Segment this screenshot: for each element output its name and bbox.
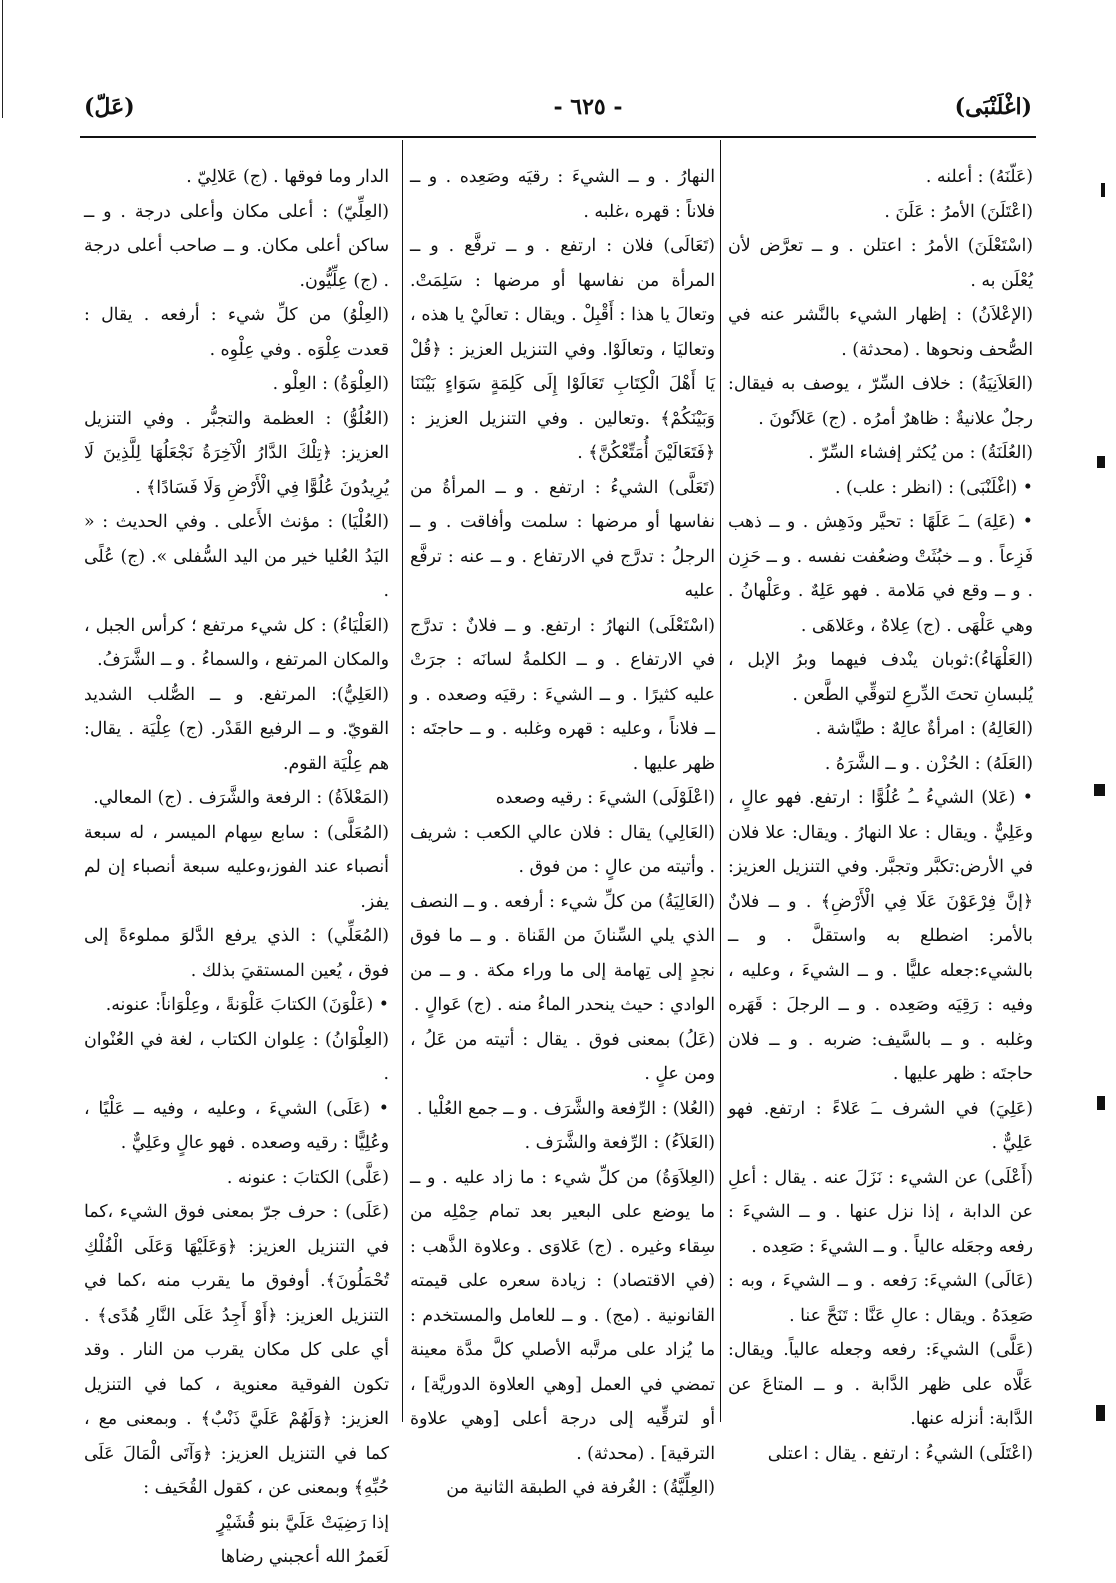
entry-left-4: (العُلُوُّ) : العظمة والتجبُّر . وفي التنزيل العزيز: ﴿تِلْكَ الدَّارُ الْآخِرَةُ نَجْعَلُهَا لِلَّذِينَ لَا يُرِيدُونَ عُلُوًّا فِي الْأَرْضِ وَلَا فَسَادًا﴾ . xyxy=(84,408,389,498)
header-right-keyword: (اغْلَنْبَى) xyxy=(954,94,1032,120)
entry-left-8: (المَعْلاَةُ) : الرفعة والشَّرَف . (ج) المعالي. xyxy=(93,788,389,808)
entry-middle-7: (عَلُ) بمعنى فوق . يقال : أتيته من عَلُ ، ومن علٍ . xyxy=(410,1029,715,1084)
entry-middle-3: (اسْتَعْلَى) النهارُ : ارتفع. و ــ فلانٌ : تدرَّج في الارتفاع . و ــ الكلمةُ لسانَه : جرَتْ عليه كثيرًا . و ــ الشيءَ : رقيَه وصعده . و ــ فلاناً ، وعليه : قهره وغلبه . و ــ حاجتَه : ظهر عليها . xyxy=(410,615,715,774)
entry-left-7: (العَلِيُّ): المرتفع. و ــ الصُّلب الشديد القويّ. و ــ الرفيع القَدْر. (ج) عِلْيَة . يقال: هم عِلْيَة القوم. xyxy=(84,684,389,774)
entry-middle-10: (العِلاَوَةُ) من كلِّ شيء : ما زاد عليه . و ــ ما يوضع على البعير بعد تمام حِمْلِه من سِقاء وغيره . (ج) عَلاوَى . وعلاوة الذَّهب : (في الاقتصاد) : زيادة سعره على قيمته القانونية . (مج) . و ــ للعامل والمستخدم : ما يُزاد على مرتَّبه الأصلي كلَّ مدَّة معينة تمضي في العمل [وهي العلاوة الدوريَّة] ، أو لترقِّيه إلى درجة أعلى [وهي علاوة الترقية] . (محدثة) . xyxy=(410,1167,715,1464)
entry-right-5: (العُلَنَةُ) : من يُكثر إفشاء السِّرّ . xyxy=(808,443,1033,463)
entry-right-7: • (عَلِهَ) ــَ عَلَهًا : تحيَّر ودَهِش . و ــ ذهب فَزِعاً . و ــ خبُثَتْ وضعُفت نفسه . و ــ حَزِن . و ــ وقع في مَلامة . فهو عَلِهٌ . وعَلْهانُ . وهي عَلْهَى . (ج) عِلاهٌ ، وعَلاهَى . xyxy=(728,512,1033,636)
entry-right-2: (اسْتَعْلَنَ) الأمرُ : اعتلن . و ــ تعرَّض لأن يُعْلَن به . xyxy=(728,236,1033,291)
entry-right-13: (أَعْلَى) عن الشيء : نَزَلَ عنه . يقال : أعلِ عن الدابة ، إذا نزل عنها . و ــ الشيءَ : رفعه وجعَله عالياً . و ــ الشيءَ : صَعِده . xyxy=(728,1167,1033,1257)
page-header xyxy=(78,92,1038,132)
scan-mark-right-3 xyxy=(1097,1096,1105,1110)
entry-left-17: لَعَمرُ الله أعجبني رضاها xyxy=(220,1547,389,1567)
column-divider-left xyxy=(402,140,403,1422)
entry-left-11: • (عَلْوَنَ) الكتابَ عَلْوَنةً ، وعِلْوَاناً: عنونه. xyxy=(105,995,389,1015)
entry-left-3: (العِلْوَةُ) : العِلْو . xyxy=(272,374,389,394)
entry-middle-6: (العَالِيَةُ) من كلِّ شيء : أرفعه . و ــ النصف الذي يلي السِّنانَ من القَناة . و ــ ما فوق نجدٍ إلى تِهامة إلى ما وراء مكة . و ــ من الوادي : حيث ينحدر الماءُ منه . (ج) عَوالٍ . xyxy=(410,891,715,1015)
scan-mark-right-2 xyxy=(1094,784,1105,796)
entry-right-1: (اعْتَلَنَ) الأمرُ : عَلَنَ . xyxy=(884,201,1033,222)
entry-right-4: (العَلاَنِيَةُ) : خلاف السِّرّ ، يوصف به فيقال: رجلٌ علانيةٌ : ظاهرٌ أمرُه . (ج) عَلاَنُونَ . xyxy=(728,374,1033,429)
entry-right-3: (الإعْلاَنُ) : إظهار الشيء بالنَّشر عنه في الصُّحف ونحوها . (محدثة) . xyxy=(728,305,1033,360)
entry-middle-4: (اعْلَوْلَى) الشيءَ : رقيه وصعده xyxy=(495,788,715,808)
page-number: - ٦٢٥ - xyxy=(553,94,623,120)
entry-right-10: (العَلَهُ) : الحُزْن . و ــ الشَّرَهُ . xyxy=(824,753,1033,774)
header-left-keyword: (عَلّ) xyxy=(84,94,135,120)
entry-left-15: (عَلَى) : حرف جرّ بمعنى فوق الشيء ،كما في التنزيل العزيز: ﴿وَعَلَيْهَا وَعَلَى الْفُلْكِ تُحْمَلُونَ﴾. أوفوق ما يقرب منه ،كما في التنزيل العزيز: ﴿أَوْ أَجِدُ عَلَى النَّارِ هُدًى﴾ . أي على كل مكان يقرب من النار . وقد تكون الفوقية معنوية ، كما في التنزيل العزيز: ﴿وَلَهُمْ عَلَيَّ ذَنْبٌ﴾ . وبمعنى مع ، كما في التنزيل العزيز: ﴿وَآتَى الْمَالَ عَلَى حُبِّهِ﴾ وبمعنى عن ، كقول القُحَيف : xyxy=(84,1202,389,1498)
column-right xyxy=(728,160,1033,1464)
entry-left-9: (المُعَلَّى) : سابع سِهام الميسر ، له سبعة أنصباء عند الفوز،وعليه سبعة أنصباء إن لم يفز. xyxy=(84,822,389,912)
entry-left-1: (العِلِّيّ) : أعلى مكان وأعلى درجة . و ــ ساكن أعلى مكان. و ــ صاحب أعلى درجة . (ج) عِلِّيُّون. xyxy=(84,201,389,291)
column-divider-right xyxy=(720,140,721,1422)
entry-right-11: • (عَلا) الشيءُ ــُ عُلُوًّا : ارتفع. فهو عالٍ ، وعَلِيٌّ . ويقال : علا النهارُ . ويقال: علا فلان في الأرض:تكبَّر وتجبَّر. وفي التنزيل العزيز: ﴿إنَّ فِرْعَوْنَ عَلَا فِي الْأَرْضِ﴾ . و ــ فلانٌ بالأمر: اضطلع به واستقلَّ . و ــ بالشيء:جعله عليًّا . و ــ الشيءَ ، وعليه ، وفيه : رَقِيَه وصَعِده . و ــ الرجلَ : قَهَره وغلبه . و ــ بالسَّيف: ضربه . و ــ فلان حاجتَه : ظهر عليها . xyxy=(728,788,1033,1084)
entry-left-13: • (عَلَى) الشيءَ ، وعليه ، وفيه ــ عَلْيًا ، وعُلِيًّا : رقيه وصعده . فهو عالٍ وعَلِيٌّ . xyxy=(84,1098,389,1153)
entry-left-2: (العِلْوُ) من كلِّ شيء : أرفعه . يقال : قعدت عِلْوَه . وفي عِلْوِه . xyxy=(84,305,389,360)
entry-middle-1: (تَعَالَى) فلان : ارتفع . و ــ ترفَّع . و ــ المرأة من نفاسها أو مرضها : سَلِمَتْ. وتعالَ يا هذا : أَقْبِلْ . ويقال : تعالَيْ يا هذه ، وتعاليَا ، وتعالَوْا. وفي التنزيل العزيز : ﴿قُلْ يَا أَهْلَ الْكِتَابِ تَعَالَوْا إِلَى كَلِمَةٍ سَوَاءٍ بَيْنَنَا وَبَيْنَكُمْ﴾ .وتعالين . وفي التنزيل العزيز : ﴿فَتَعَالَيْنَ أُمَتِّعْكُنَّ﴾ . xyxy=(410,236,715,463)
entry-left-10: (المُعَلِّي) : الذي يرفع الدَّلوَ مملوءةً إلى فوق ، يُعين المستقيَ بذلك . xyxy=(84,926,389,981)
header-rule xyxy=(80,136,1036,138)
column-left xyxy=(84,160,389,1567)
entry-middle-2: (تَعَلَّى) الشيءُ : ارتفع . و ــ المرأةُ من نفاسها أو مرضها : سلمت وأفاقت . و ــ الرجلُ : تدرَّج في الارتفاع . و ــ عنه : ترفَّع عليه xyxy=(410,477,715,601)
entry-right-14: (عَالَى) الشيءَ: رَفعه . و ــ الشيءَ ، وبه : صَعِدَهُ . ويقال : عالِ عَنَّا : تَنَحَّ عنا . xyxy=(728,1271,1033,1326)
entry-left-14: (عَلَّى) الكتابَ : عنونه . xyxy=(226,1167,389,1188)
entry-middle-5: (العَالِي) يقال : فلان عالي الكعب : شريف . وأتيته من عالٍ : من فوق . xyxy=(410,822,715,877)
entry-right-9: (العَالِهُ) : امرأةٌ عالِهٌ : طيَّاشة . xyxy=(815,719,1033,739)
scan-mark-right-1 xyxy=(1097,456,1105,468)
entry-middle-9: (العَلاَءُ) : الرِّفعة والشَّرَف . xyxy=(524,1133,715,1153)
entry-right-16: (اعْتَلَى) الشيءُ : ارتفع . يقال : اعتلى xyxy=(767,1443,1033,1464)
entry-right-15: (عَلَّى) الشيءَ: رفعه وجعله عالياً. ويقال: عَلَّاه على ظهر الدَّابة . و ــ المتاعَ عن الدَّابة: أنزله عنها. xyxy=(728,1340,1033,1429)
entry-right-0: (عَلّنَهُ) : أعلنه . xyxy=(925,167,1033,187)
scan-mark-top-right xyxy=(1101,183,1105,197)
entry-middle-0: النهارُ . و ــ الشيءَ : رقيَه وصَعِده . و ــ فلاناً : قهره ،غلبه . xyxy=(410,167,715,222)
entry-right-8: (العَلْهَاءُ):ثوبان ينْدف فيهما وبرُ الإبل ، يُلبسانِ تحتَ الدِّرعِ لتوقِّي الطَّعن . xyxy=(728,650,1033,705)
entry-left-6: (العَلْيَاءُ) : كل شيء مرتفع ؛ كرأس الجبل ، والمكان المرتفع ، والسماءُ . و ــ الشَّرَفُ. xyxy=(84,615,389,670)
entry-left-0: الدار وما فوقها . (ج) عَلالِيّ . xyxy=(186,167,389,187)
entry-right-12: (عَلِيَ) في الشرف ــَ عَلاءً : ارتفع. فهو عَلِيٌّ . xyxy=(728,1098,1033,1153)
entry-right-6: • (اغْلَنْبَى) : (انظر : علب) . xyxy=(835,477,1033,498)
entry-left-12: (العِلْوَانُ) : عِلوان الكتاب ، لغة في العُنْوان . xyxy=(84,1029,389,1084)
binding-edge-line xyxy=(2,0,3,118)
column-middle xyxy=(410,160,715,1498)
entry-middle-11: (العِلِّيَّةُ) : الغُرفة في الطبقة الثانية من xyxy=(446,1478,715,1498)
entry-left-16: إذا رَضِيَتْ عَلَيَّ بنو قُشَيْرٍ xyxy=(216,1512,389,1533)
scan-mark-right-4 xyxy=(1096,1405,1105,1421)
entry-middle-8: (العُلا) : الرِّفعة والشَّرَف . و ــ جمع العُلْيا . xyxy=(416,1098,715,1119)
entry-left-5: (العُلْيَا) : مؤنث الأَعلى . وفي الحديث : « اليَدُ العُليا خير من اليد السُّفلى ». (ج) عُلًى . xyxy=(84,512,389,601)
